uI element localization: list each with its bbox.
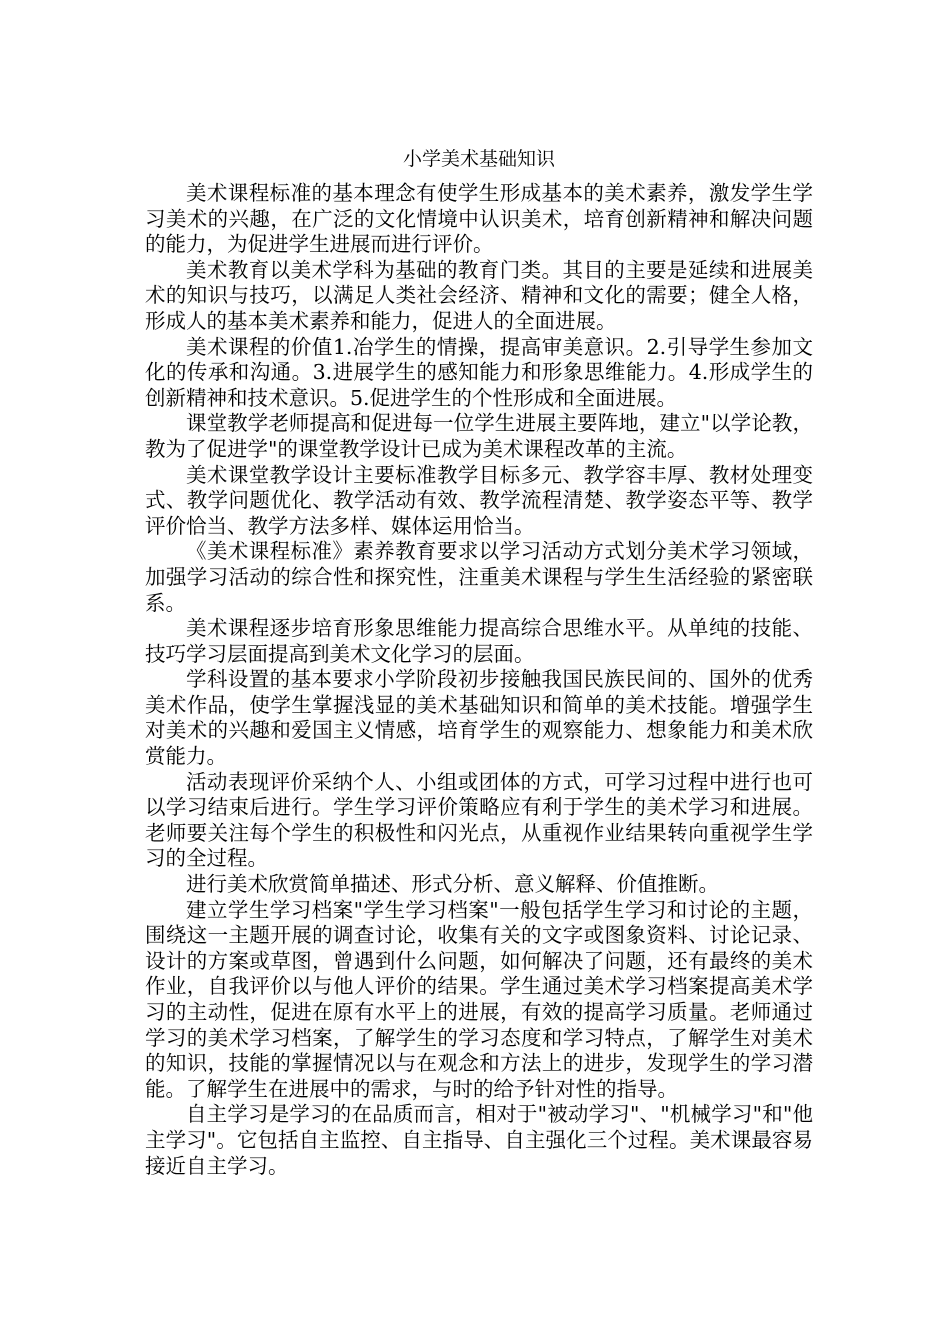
paragraph-activity-evaluation: 活动表现评价采纳个人、小组或团体的方式，可学习过程中进行也可以学习结束后进行。学生学习评价策略应有利于学生的美术学习和进展。老师要关注每个学生的积极性和闪光点，从重视作业结果转向重视学生学习的全过程。 <box>145 769 813 871</box>
paragraph-classroom-teaching: 课堂教学老师提高和促进每一位学生进展主要阵地，建立"以学论教，教为了促进学"的课堂教学设计已成为美术课程改革的主流。 <box>145 411 813 461</box>
paragraph-learning-portfolio: 建立学生学习档案"学生学习档案"一般包括学生学习和讨论的主题，围绕这一主题开展的调查讨论，收集有关的文字或图象资料、讨论记录、设计的方案或草图，曾遇到什么问题，如何解决了问题，还有最终的美术作业，自我评价以与他人评价的结果。学生通过美术学习档案提高美术学习的主动性，促进在原有水平上的进展，有效的提高学习质量。老师通过学习的美术学习档案，了解学生的学习态度和学习特点，了解学生对美术的知识，技能的掌握情况以与在观念和方法上的进步，发现学生的学习潜能。了解学生在进展中的需求，与时的给予针对性的指导。 <box>145 897 813 1101</box>
paragraph-art-appreciation: 进行美术欣赏简单描述、形式分析、意义解释、价值推断。 <box>186 872 719 897</box>
paragraph-course-value: 美术课程的价值1.冶学生的情操，提高审美意识。2.引导学生参加文化的传承和沟通。3.进展学生的感知能力和形象思维能力。4.形成学生的创新精神和技术意识。5.促进学生的个性形成和全面进展。 <box>145 334 813 410</box>
paragraph-teaching-design: 美术课堂教学设计主要标准教学目标多元、教学容丰厚、教材处理变式、教学问题优化、教学活动有效、教学流程清楚、教学姿态平等、教学评价恰当、教学方法多样、媒体运用恰当。 <box>145 462 813 538</box>
document-page <box>145 145 813 1179</box>
paragraph-basic-philosophy: 美术课程标准的基本理念有使学生形成基本的美术素养，激发学生学习美术的兴趣，在广泛的文化情境中认识美术，培育创新精神和解决问题的能力，为促进学生进展而进行评价。 <box>145 181 813 257</box>
paragraph-subject-requirements: 学科设置的基本要求小学阶段初步接触我国民族民间的、国外的优秀美术作品，使学生掌握浅显的美术基础知识和简单的美术技能。增强学生对美术的兴趣和爱国主义情感，培育学生的观察能力、想象能力和美术欣赏能力。 <box>145 667 813 769</box>
paragraph-art-education: 美术教育以美术学科为基础的教育门类。其目的主要是延续和进展美术的知识与技巧，以满足人类社会经济、精神和文化的需要；健全人格，形成人的基本美术素养和能力，促进人的全面进展。 <box>145 257 813 333</box>
paragraph-curriculum-standard: 《美术课程标准》素养教育要求以学习活动方式划分美术学习领域，加强学习活动的综合性和探究性，注重美术课程与学生生活经验的紧密联系。 <box>145 539 813 615</box>
paragraph-thinking-ability: 美术课程逐步培育形象思维能力提高综合思维水平。从单纯的技能、技巧学习层面提高到美术文化学习的层面。 <box>145 616 813 666</box>
document-title: 小学美术基础知识 <box>402 148 555 170</box>
paragraph-autonomous-learning: 自主学习是学习的在品质而言，相对于"被动学习"、"机械学习"和"他主学习"。它包括自主监控、自主指导、自主强化三个过程。美术课最容易接近自主学习。 <box>145 1102 813 1178</box>
